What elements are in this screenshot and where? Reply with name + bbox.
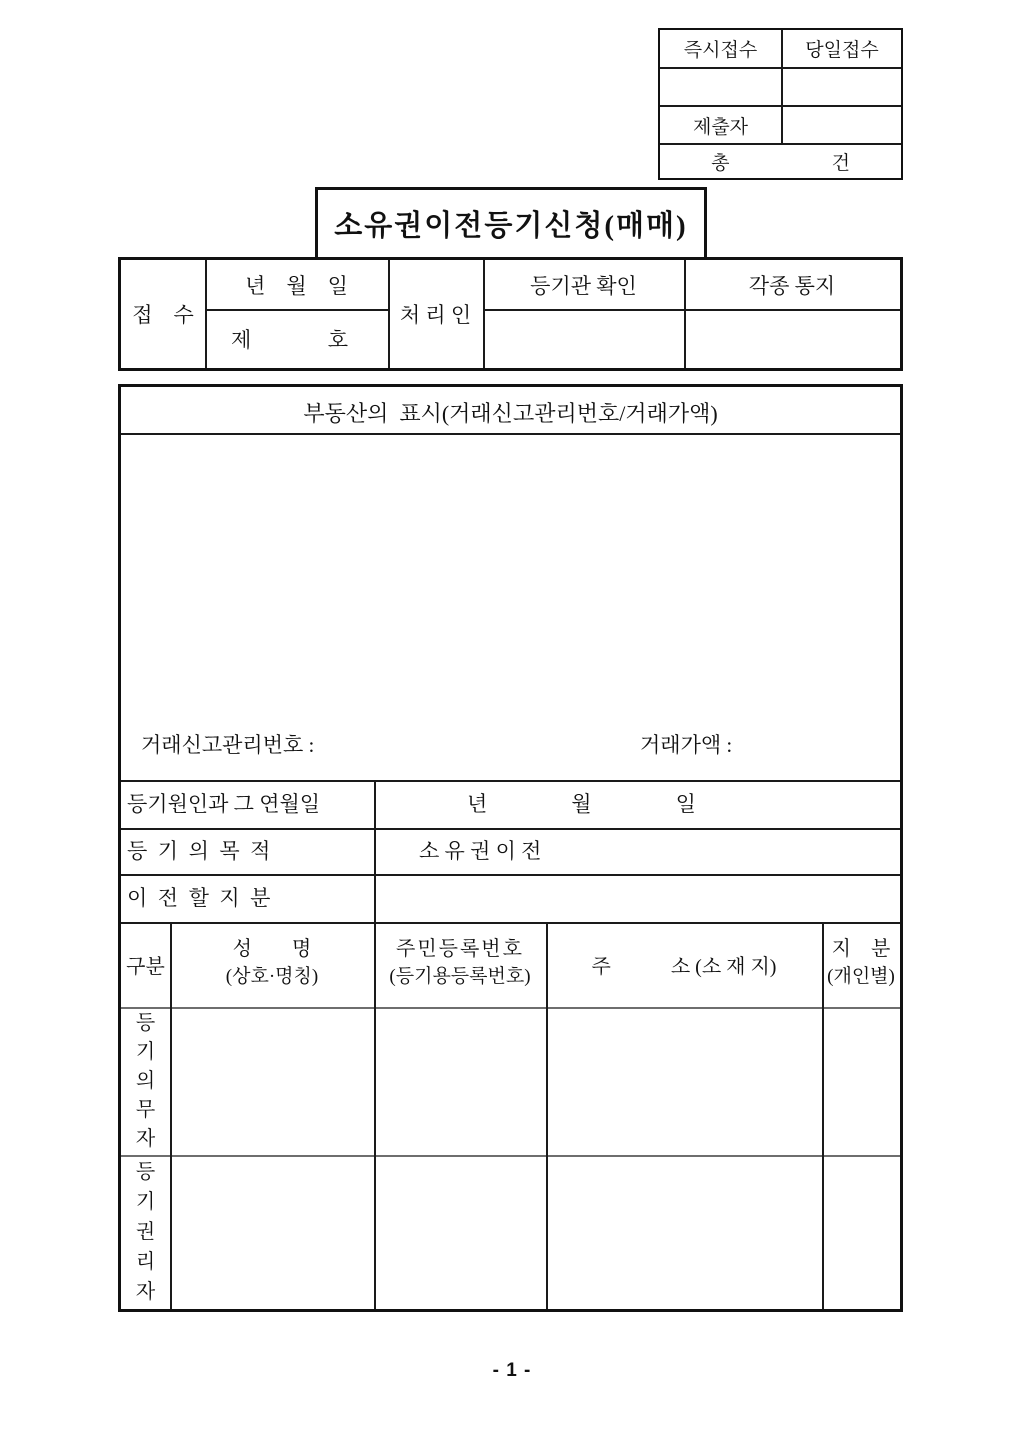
obligor-label: 등기의무자 — [135, 1011, 156, 1150]
receipt-stamp-box — [658, 28, 903, 180]
registrar-check-cell — [483, 311, 684, 368]
total-count-row — [660, 145, 901, 178]
transaction-report-number-label: 거래신고관리번호 : — [141, 733, 315, 757]
obligee-label: 등기권리자 — [135, 1161, 156, 1303]
transfer-share-label: 이 전 할 지 분 — [127, 886, 271, 910]
party-header-share — [822, 936, 900, 990]
submitter-cell — [783, 107, 901, 143]
registration-purpose-label: 등 기 의 목 적 — [127, 839, 271, 863]
form-title-box — [315, 187, 707, 260]
party-header-address: 주 소 (소 재 지) — [591, 956, 777, 978]
number-prefix-label: 제 — [231, 327, 252, 352]
reception-label: 접 수 — [132, 303, 194, 327]
immediate-receipt-cell — [660, 69, 781, 105]
party-header-name-line1: 성 명 — [232, 938, 312, 960]
obligor-share-cell — [824, 1007, 900, 1155]
same-day-receipt-label: 당일접수 — [805, 40, 879, 61]
notices-cell — [684, 311, 900, 368]
immediate-receipt-label: 즉시접수 — [683, 40, 758, 61]
transaction-price-label: 거래가액 : — [640, 733, 733, 757]
total-label: 총 — [711, 153, 730, 174]
party-header-share-line1: 지 분 — [831, 938, 891, 960]
reception-table — [118, 257, 903, 371]
obligor-name-cell — [172, 1007, 372, 1155]
same-day-receipt-cell — [783, 69, 901, 105]
property-section-title: 부동산의 표시(거래신고관리번호/거래가액) — [303, 400, 718, 426]
party-header-id-line1: 주민등록번호 — [396, 938, 524, 960]
obligee-address-cell — [548, 1155, 820, 1309]
obligee-name-cell — [172, 1155, 372, 1309]
registration-cause-value: 년 월 일 — [467, 792, 696, 816]
page-number: - 1 - — [492, 1360, 532, 1381]
number-suffix-label: 호 — [327, 327, 348, 352]
obligee-category-cell — [121, 1155, 170, 1309]
obligee-share-cell — [824, 1155, 900, 1309]
reception-number-cell — [205, 309, 388, 368]
submitter-label: 제출자 — [692, 116, 749, 138]
obligor-address-cell — [548, 1007, 820, 1155]
obligee-id-cell — [376, 1155, 544, 1309]
count-unit-label: 건 — [831, 153, 850, 174]
main-form-table — [118, 384, 903, 1312]
party-header-id-number — [374, 936, 546, 990]
party-header-name — [170, 936, 374, 990]
form-title: 소유권이전등기신청(매매) — [334, 210, 688, 242]
party-header-category: 구분 — [126, 956, 165, 978]
property-description-area — [121, 433, 900, 780]
party-header-id-line2: (등기용등록번호) — [389, 966, 531, 987]
party-header-share-line2: (개인별) — [827, 966, 895, 987]
registrar-check-label: 등기관 확인 — [530, 273, 637, 298]
party-header-name-line2: (상호·명칭) — [225, 966, 319, 987]
notices-label: 각종 통지 — [748, 273, 836, 298]
reception-date-label: 년 월 일 — [245, 273, 348, 298]
registration-purpose-value: 소 유 권 이 전 — [419, 839, 542, 863]
processor-label: 처 리 인 — [399, 303, 472, 327]
obligor-category-cell — [121, 1007, 170, 1155]
obligor-id-cell — [376, 1007, 544, 1155]
registration-cause-label: 등기원인과 그 연월일 — [127, 792, 321, 816]
